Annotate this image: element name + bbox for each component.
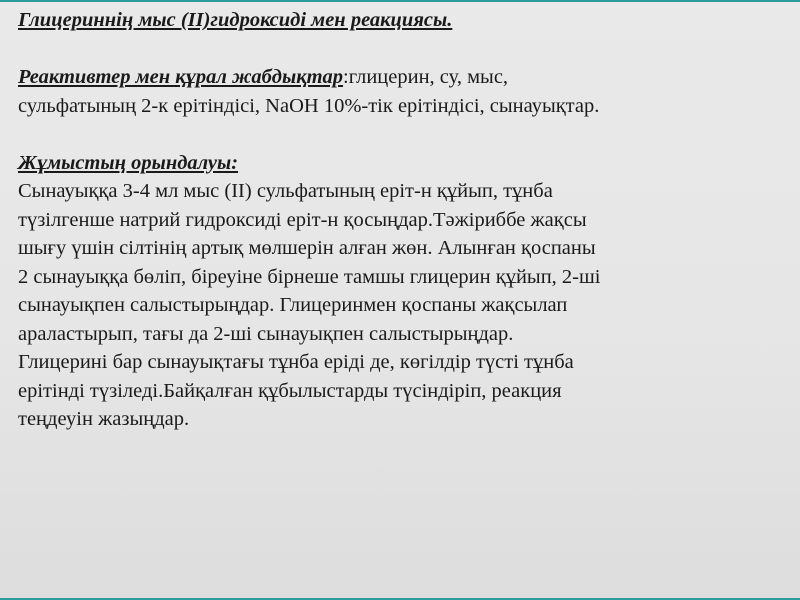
procedure-line: Глицеринi бар сынауықтағы тұнба ерiдi де, көгiлдiр түстi тұнба — [18, 351, 574, 373]
procedure-line: Сынауыққа 3-4 мл мыс (II) сульфатының ерiт-н құйып, тұнба — [18, 180, 553, 202]
procedure-line: сынауықпен салыстырыңдар. Глицеринмен қоспаны жақсылап — [18, 294, 568, 316]
slide-content — [18, 6, 788, 434]
reagents-line-1 — [18, 63, 788, 92]
slide-title: Глицериннің мыс (II)гидроксиді мен реакциясы. — [18, 9, 453, 31]
procedure-heading: Жұмыстың орындалуы: — [18, 151, 239, 174]
spacer — [18, 35, 788, 64]
procedure-line: түзілгенше натрий гидроксиді ерiт-н қосыңдар.Тәжiриббе жақсы — [18, 208, 587, 231]
top-accent-bar — [0, 0, 800, 2]
procedure-line: шығу үшiн сiлтінiң артық мөлшерiн алған жөн. Алынған қоспаны — [18, 237, 596, 259]
reagents-list-start: :глицерин, су, мыс, — [343, 66, 509, 88]
procedure-line: араластырып, тағы да 2-шi сынауықпен салыстырыңдар. — [18, 322, 514, 345]
procedure-line: 2 сынауыққа бөлiп, бiреуiне бiрнеше тамшы глицерин құйып, 2-шi — [18, 265, 601, 288]
procedure-line: ерiтiндi түзiледi.Байқалған құбылыстарды түсiндiрiп, реакция — [18, 379, 562, 402]
spacer — [18, 120, 788, 149]
reagents-label: Реактивтер мен құрал жабдықтар — [18, 66, 344, 88]
procedure-line: теңдеуiн жазыңдар. — [18, 408, 190, 430]
reagents-line-2: сульфатының 2-к ерітіндісі, NaOH 10%-тік ерітіндісі, сынауықтар. — [18, 94, 600, 117]
